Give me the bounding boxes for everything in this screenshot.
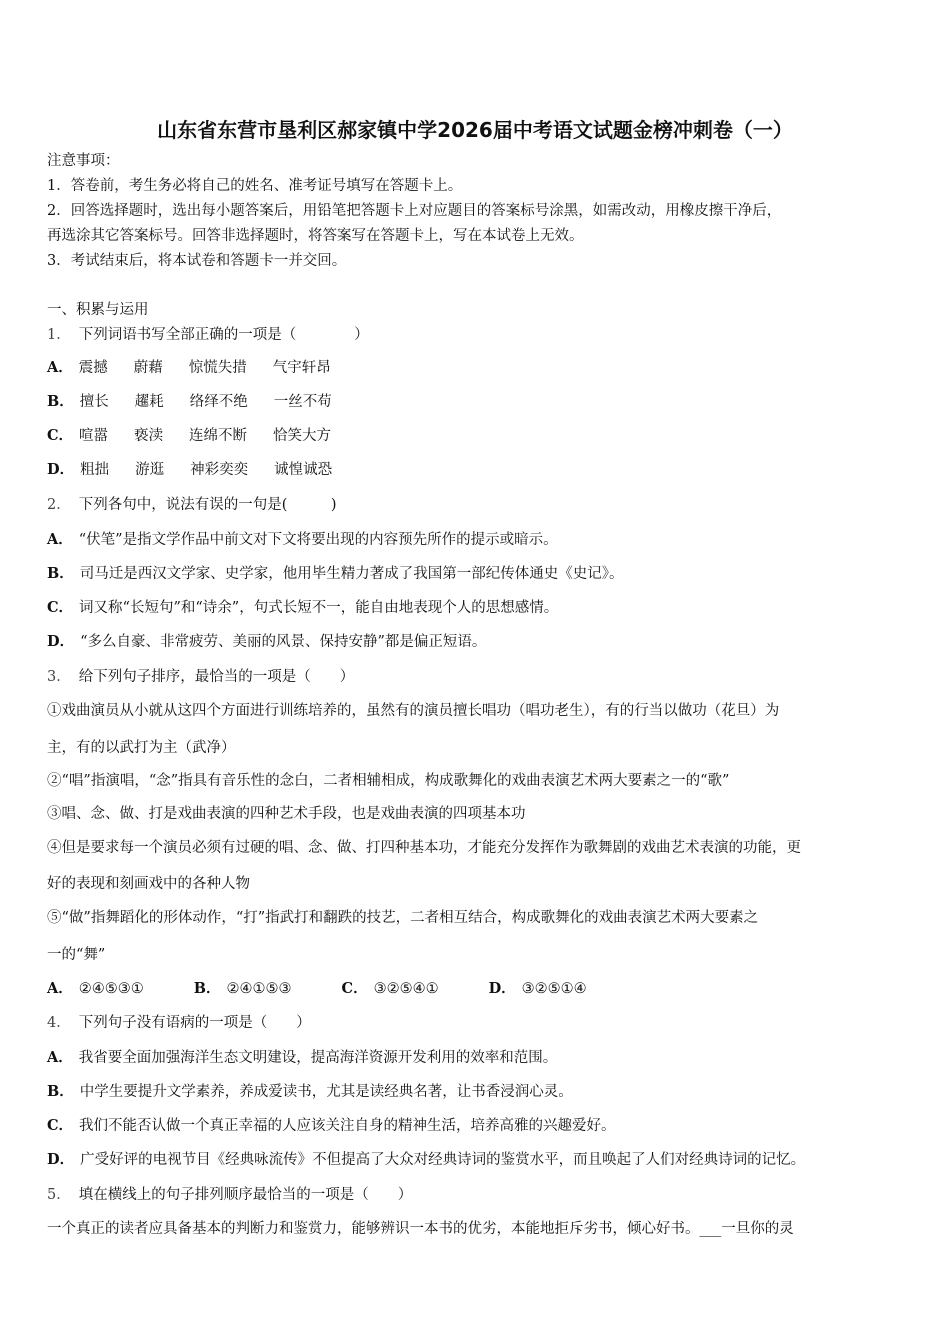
q3-sentence-line: ②“唱”指演唱，“念”指具有音乐性的念白，二者相辅相成，构成歌舞化的戏曲表演艺术两大要素之一的“歌” [47,773,730,789]
option-text: 中学生要提升文学素养，养成爱读书，尤其是读经典名著，让书香浸润心灵。 [79,1084,573,1100]
q4-option-c [47,1116,616,1136]
notice-item: 再选涂其它答案标号。回答非选择题时，将答案写在答题卡上，写在本试卷上无效。 [47,228,584,244]
option-letter: C． [341,980,368,997]
option-word: 连绵不断 [189,428,248,444]
option-word: 擅长 [79,394,109,410]
q3-option-a [47,979,144,999]
q1-option-b [47,392,358,412]
q4-option-a [47,1048,557,1068]
option-letter: A． [47,359,73,376]
question-1-stem [47,325,369,345]
option-word: 震撼 [78,360,108,376]
question-3-stem [47,667,354,687]
option-word: 神彩奕奕 [190,462,249,478]
q4-option-d [47,1150,805,1170]
option-word: 络绎不绝 [189,394,248,410]
option-word: 喧嚣 [79,428,109,444]
q3-option-b [194,979,292,999]
q3-option-c [342,979,439,999]
option-word: 诚惶诚恐 [274,462,333,478]
question-4-stem [47,1013,311,1033]
q3-sentence-line: ④但是要求每一个演员必须有过硬的唱、念、做、打四种基本功，才能充分发挥作为歌舞剧的戏曲艺术表演的功能，更 [47,840,801,856]
option-letter: D． [47,633,75,650]
option-text: 广受好评的电视节目《经典咏流传》不但提高了大众对经典诗词的鉴赏水平，而且唤起了人们对经典诗词的记忆。 [80,1152,806,1168]
option-text: “伏笔”是指文学作品中前文对下文将要出现的内容预先所作的提示或暗示。 [78,532,558,548]
option-letter: D． [47,461,75,478]
notice-item: 1．答卷前，考生务必将自己的姓名、准考证号填写在答题卡上。 [47,178,463,194]
option-letter: C． [47,427,74,444]
q3-sentence-line: 主，有的以武打为主（武净） [47,740,236,756]
q2-option-c [47,598,558,618]
q3-sentence-line: ③唱、念、做、打是戏曲表演的四种艺术手段，也是戏曲表演的四项基本功 [47,806,526,822]
option-word: 粗拙 [80,462,110,478]
q1-option-a [47,358,357,378]
q1-option-d [47,460,358,480]
option-letter: B． [193,980,221,997]
option-text: ②④①⑤③ [226,981,292,997]
question-number: 5． [47,1187,71,1203]
question-number: 2． [47,497,71,513]
question-2-stem [47,495,337,515]
q3-sentence-line: ⑤“做”指舞蹈化的形体动作，“打”指武打和翻跌的技艺，二者相互结合，构成歌舞化的戏曲表演艺术两大要素之 [47,910,759,926]
option-text: 我省要全面加强海洋生态文明建设，提高海洋资源开发利用的效率和范围。 [78,1050,558,1066]
question-5-stem [47,1185,412,1205]
q3-sentence-line: 一的“舞” [47,947,106,963]
option-letter: D． [47,1151,75,1168]
option-text: ③②⑤①④ [521,981,587,997]
q3-sentence-line: ①戏曲演员从小就从这四个方面进行训练培养的，虽然有的演员擅长唱功（唱功老生），有的行当以做功（花旦）为 [47,703,780,719]
option-letter: A． [47,531,73,548]
option-word: 恰笑大方 [273,428,332,444]
q2-option-b [47,564,624,584]
q3-sentence-line: 好的表现和刻画戏中的各种人物 [47,876,250,892]
question-number: 1． [47,327,71,343]
question-text: 下列句子没有语病的一项是（ ） [78,1015,311,1031]
q2-option-a [47,530,558,550]
option-word: 气宇轩昂 [272,360,331,376]
question-number: 4． [47,1015,71,1031]
question-number: 3． [47,669,71,685]
option-letter: C． [47,1117,74,1134]
option-letter: B． [47,1083,74,1100]
notice-item: 3．考试结束后，将本试卷和答题卡一并交回。 [47,253,347,269]
option-word: 亵渎 [134,428,164,444]
q2-option-d [47,632,486,652]
option-text: 词又称“长短句”和“诗余”，句式长短不一，能自由地表现个人的思想感情。 [79,600,559,616]
question-text: 下列词语书写全部正确的一项是（ ） [78,327,369,343]
option-word: 蔚藉 [133,360,163,376]
option-text: “多么自豪、非常疲劳、美丽的风景、保持安静”都是偏正短语。 [80,634,487,650]
page-title: 山东省东营市垦利区郝家镇中学2026届中考语文试题金榜冲刺卷（一） [157,118,793,142]
notice-heading: 注意事项： [47,153,120,169]
option-letter: A． [47,1049,73,1066]
q3-option-d [489,979,587,999]
section-heading: 一、积累与运用 [47,302,149,318]
notice-item: 2．回答选择题时，选出每小题答案后，用铅笔把答题卡上对应题目的答案标号涂黑，如需改动，用橡皮擦干净后， [47,203,782,219]
option-text: ②④⑤③① [78,981,144,997]
option-word: 一丝不苟 [273,394,332,410]
option-letter: B． [47,565,74,582]
option-text: 我们不能否认做一个真正幸福的人应该关注自身的精神生活，培养高雅的兴趣爱好。 [79,1118,616,1134]
q4-option-b [47,1082,573,1102]
option-letter: A． [47,980,73,997]
question-text: 填在横线上的句子排列顺序最恰当的一项是（ ） [78,1187,413,1203]
option-letter: D． [488,980,516,997]
option-letter: C． [47,599,74,616]
option-text: 司马迁是西汉文学家、史学家，他用毕生精力著成了我国第一部纪传体通史《史记》。 [79,566,624,582]
question-text: 给下列句子排序，最恰当的一项是（ ） [78,669,355,685]
option-word: 游逛 [135,462,165,478]
option-word: 趯耗 [134,394,164,410]
q5-passage-line: 一个真正的读者应具备基本的判断力和鉴赏力，能够辨识一本书的优劣，本能地拒斥劣书，倾心好书。___一旦你的灵 [47,1221,794,1237]
option-text: ③②⑤④① [373,981,439,997]
option-word: 惊慌失措 [188,360,247,376]
option-letter: B． [47,393,74,410]
q3-options [47,979,637,999]
q1-option-c [47,426,357,446]
question-text: 下列各句中，说法有误的一句是( ) [78,497,337,513]
